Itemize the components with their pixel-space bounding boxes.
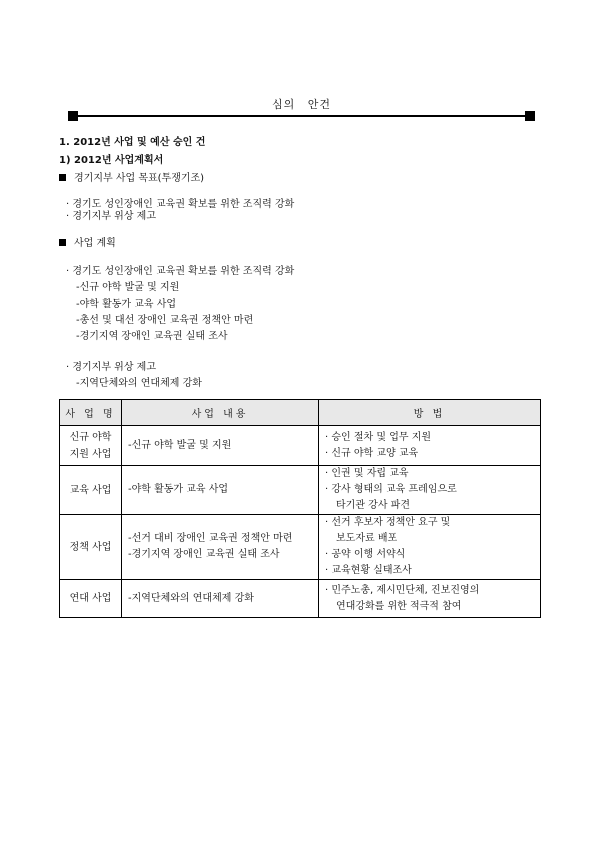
table-row	[60, 580, 541, 618]
section-plan-label: 사업 계획	[59, 238, 116, 250]
square-bullet-icon	[59, 239, 66, 246]
row-name: 신규 야학 지원 사업	[60, 426, 122, 466]
row-name: 교육 사업	[60, 466, 122, 515]
plan-item: -야학 활동가 교육 사업	[76, 299, 177, 310]
title-right-square	[525, 111, 535, 121]
header-method: 방 법	[319, 400, 541, 426]
row-content: -선거 대비 장애인 교육권 정책안 마련 -경기지역 장애인 교육권 실태 조사	[122, 515, 319, 580]
title-row	[68, 96, 535, 110]
page-title: 심의 안건	[271, 98, 331, 111]
goal-item: · 경기도 성인장애인 교육권 확보를 위한 조직력 강화	[66, 199, 295, 210]
row-method: · 승인 절차 및 업무 지원 · 신규 야학 교양 교육	[319, 426, 541, 466]
row-content: -지역단체와의 연대체제 강화	[122, 580, 319, 618]
row-method: · 선거 후보자 정책안 요구 및 보도자료 배포 · 공약 이행 서약식 · 교육현황 실태조사	[319, 515, 541, 580]
table-row	[60, 426, 541, 466]
plan-group-head: · 경기지부 위상 제고	[66, 362, 156, 373]
table-header-row	[60, 400, 541, 426]
header-content: 사업 내용	[122, 400, 319, 426]
row-content: -신규 야학 발굴 및 지원	[122, 426, 319, 466]
plan-group-head: · 경기도 성인장애인 교육권 확보를 위한 조직력 강화	[66, 266, 295, 277]
table-row	[60, 466, 541, 515]
plan-item: -지역단체와의 연대체제 강화	[76, 378, 202, 389]
goal-item: · 경기지부 위상 제고	[66, 211, 156, 222]
plan-item: -총선 및 대선 장애인 교육권 정책안 마련	[76, 315, 254, 326]
plan-table	[59, 399, 541, 618]
heading-2: 1) 2012년 사업계획서	[59, 155, 164, 166]
square-bullet-icon	[59, 174, 66, 181]
plan-item: -신규 야학 발굴 및 지원	[76, 282, 180, 293]
row-name: 정책 사업	[60, 515, 122, 580]
row-content: -야학 활동가 교육 사업	[122, 466, 319, 515]
row-method: · 민주노총, 제시민단체, 진보진영의 연대강화를 위한 적극적 참여	[319, 580, 541, 618]
header-name: 사 업 명	[60, 400, 122, 426]
table-row	[60, 515, 541, 580]
plan-item: -경기지역 장애인 교육권 실태 조사	[76, 331, 228, 342]
section-goal-label: 경기지부 사업 목표(투쟁기조)	[59, 173, 204, 185]
title-rule	[74, 115, 529, 117]
heading-1: 1. 2012년 사업 및 예산 승인 건	[59, 137, 206, 148]
row-name: 연대 사업	[60, 580, 122, 618]
row-method: · 인권 및 자립 교육 · 강사 형태의 교육 프레임으로 타기관 강사 파견	[319, 466, 541, 515]
